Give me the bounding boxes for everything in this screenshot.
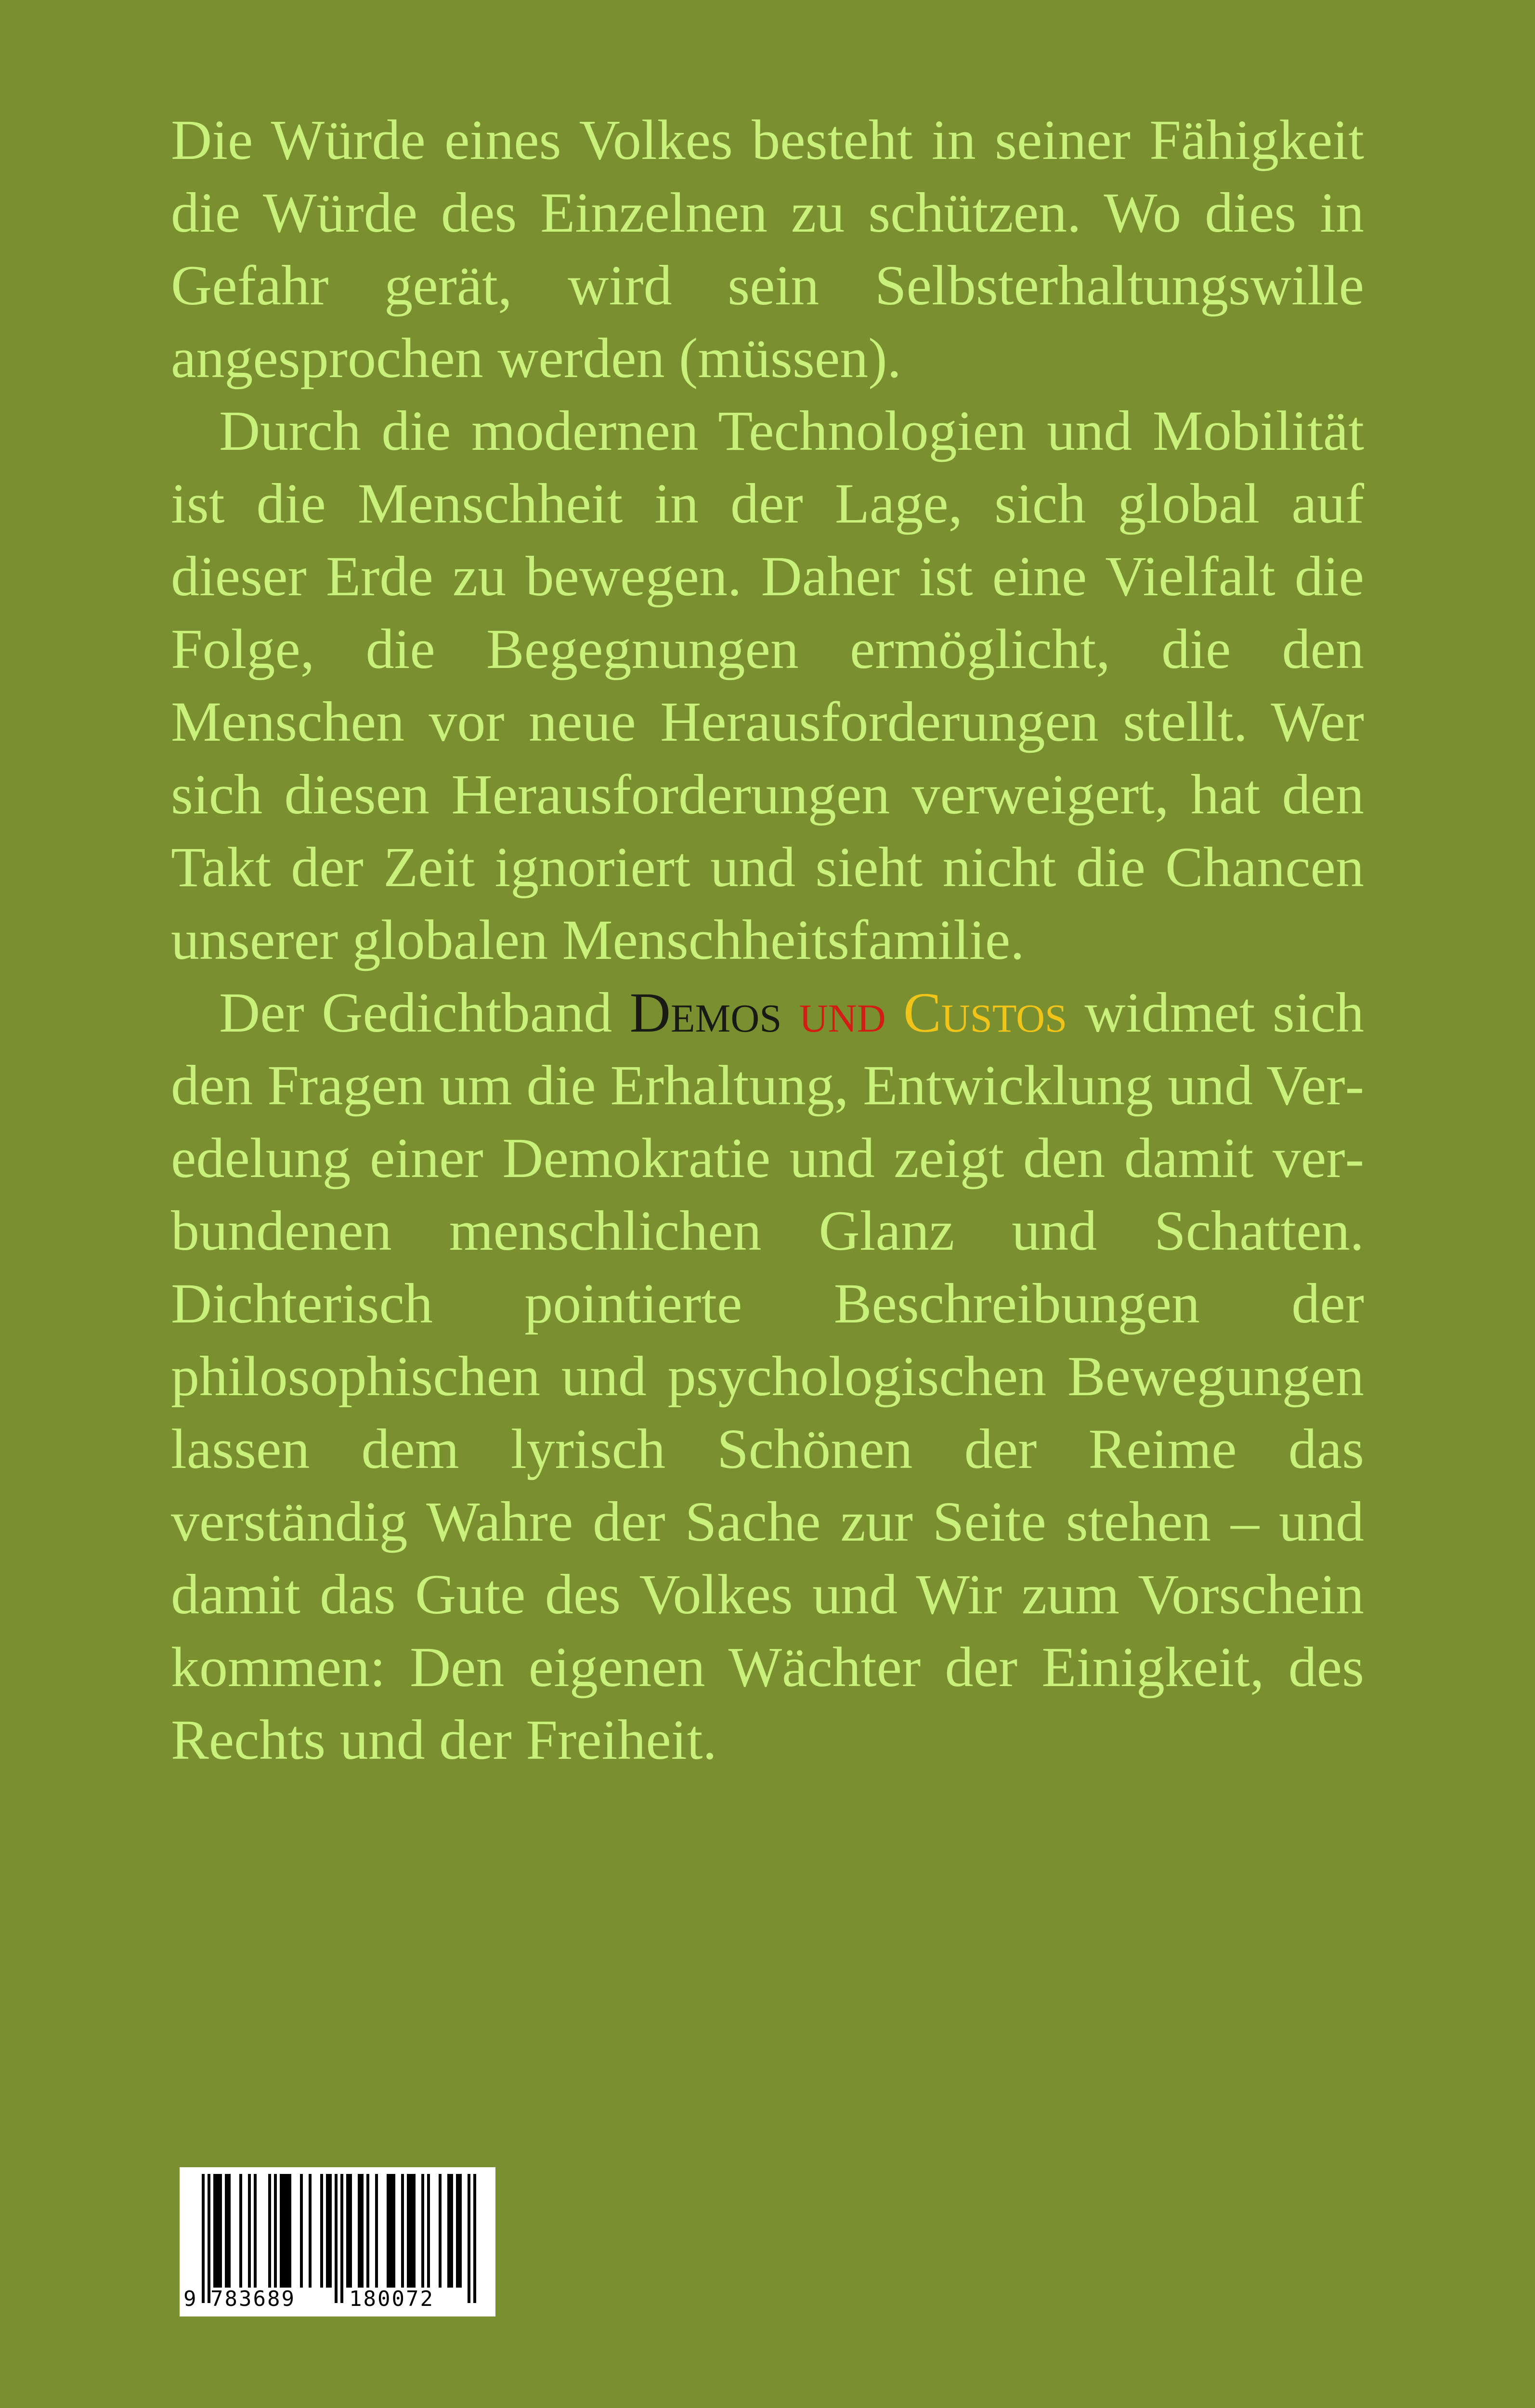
barcode-bar (213, 2174, 216, 2288)
barcode-guard-bar (468, 2174, 470, 2303)
barcode-bar (248, 2174, 251, 2288)
barcode-bar (358, 2174, 361, 2288)
barcode-bar (375, 2174, 378, 2288)
barcode-bar (401, 2174, 404, 2288)
barcode-digits-left: 783689 (210, 2287, 296, 2311)
barcode-guard-bar (208, 2174, 210, 2303)
barcode-digit-first: 9 (183, 2287, 198, 2311)
barcode-bar (288, 2174, 291, 2288)
book-title-custos: Custos (903, 981, 1067, 1044)
barcode-bar (329, 2174, 332, 2288)
barcode-bar (366, 2174, 369, 2288)
barcode-bar (421, 2174, 424, 2288)
barcode-guard-bar (335, 2174, 338, 2303)
barcode-bar (361, 2174, 364, 2288)
barcode-bar (326, 2174, 329, 2288)
barcode-bar (346, 2174, 349, 2288)
barcode-bar (216, 2174, 219, 2288)
blurb-paragraph-3-intro: Der Gedichtband (219, 981, 612, 1044)
barcode-bar (413, 2174, 416, 2288)
barcode-bar (439, 2174, 442, 2288)
barcode-bar (349, 2174, 352, 2288)
barcode-digits-right: 180072 (349, 2287, 434, 2311)
barcode-bar (219, 2174, 222, 2288)
barcode-bar (447, 2174, 450, 2288)
barcode-bar (280, 2174, 283, 2288)
isbn-barcode (180, 2167, 495, 2316)
barcode-bar (392, 2174, 395, 2288)
barcode-bar (300, 2174, 303, 2288)
barcode-guard-bar (340, 2174, 343, 2303)
back-cover-blurb (171, 104, 1364, 1776)
blurb-paragraph-3 (171, 976, 1364, 1776)
book-title-und: und (799, 981, 886, 1044)
barcode-bar (286, 2174, 288, 2288)
blurb-paragraph-1: Die Würde eines Volkes besteht in seiner Fähigkeit die Würde des Einzelnen zu schützen. Wo dies in Gefahr gerät, wird sein Selbsterhaltungswille angesprochen werden (müssen). (171, 108, 1364, 390)
barcode-bar (407, 2174, 410, 2288)
barcode-bar (450, 2174, 453, 2288)
barcode-bar (239, 2174, 242, 2288)
barcode-bar (459, 2174, 462, 2288)
barcode-bar (320, 2174, 323, 2288)
barcode-bar (254, 2174, 257, 2288)
barcode-digits (180, 2287, 495, 2314)
barcode-bar (410, 2174, 413, 2288)
barcode-bar (390, 2174, 392, 2288)
barcode-bar (456, 2174, 459, 2288)
barcode-bar (283, 2174, 286, 2288)
barcode-bar (228, 2174, 231, 2288)
barcode-bar (225, 2174, 228, 2288)
barcode-bar (427, 2174, 430, 2288)
barcode-bar (274, 2174, 277, 2288)
blurb-paragraph-2: Durch die modernen Technologien und Mobilität ist die Menschheit in der Lage, sich global auf dieser Erde zu bewegen. Daher ist eine Vielfalt die Folge, die Begegnungen ermöglicht, die den Menschen vor neue Herausforderungen stellt. Wer sich diesen Herausforderungen verweigert, hat den Takt der Zeit ignoriert und sieht nicht die Chancen unserer globalen Menschheitsfamilie. (171, 399, 1364, 971)
barcode-guard-bar (202, 2174, 205, 2303)
blurb-paragraph-3-rest: widmet sich den Fragen um die Erhaltung, Entwicklung und Veredelung einer Demokratie und zeigt den damit verbundenen menschlichen Glanz und Schatten. Dichterisch pointierte Beschreibungen der philosophischen und psychologischen Bewegungen lassen dem lyrisch Schönen der Reime das verständig Wahre der Sache zur Seite stehen – und damit das Gute des Volkes und Wir zum Vorschein kommen: Den eigenen Wächter der Einigkeit, des Rechts und der Freiheit. (171, 981, 1365, 1771)
barcode-bar (268, 2174, 271, 2288)
barcode-bar (387, 2174, 390, 2288)
barcode-bar (309, 2174, 312, 2288)
book-title-demos: Demos (629, 981, 782, 1044)
barcode-guard-bar (473, 2174, 476, 2303)
